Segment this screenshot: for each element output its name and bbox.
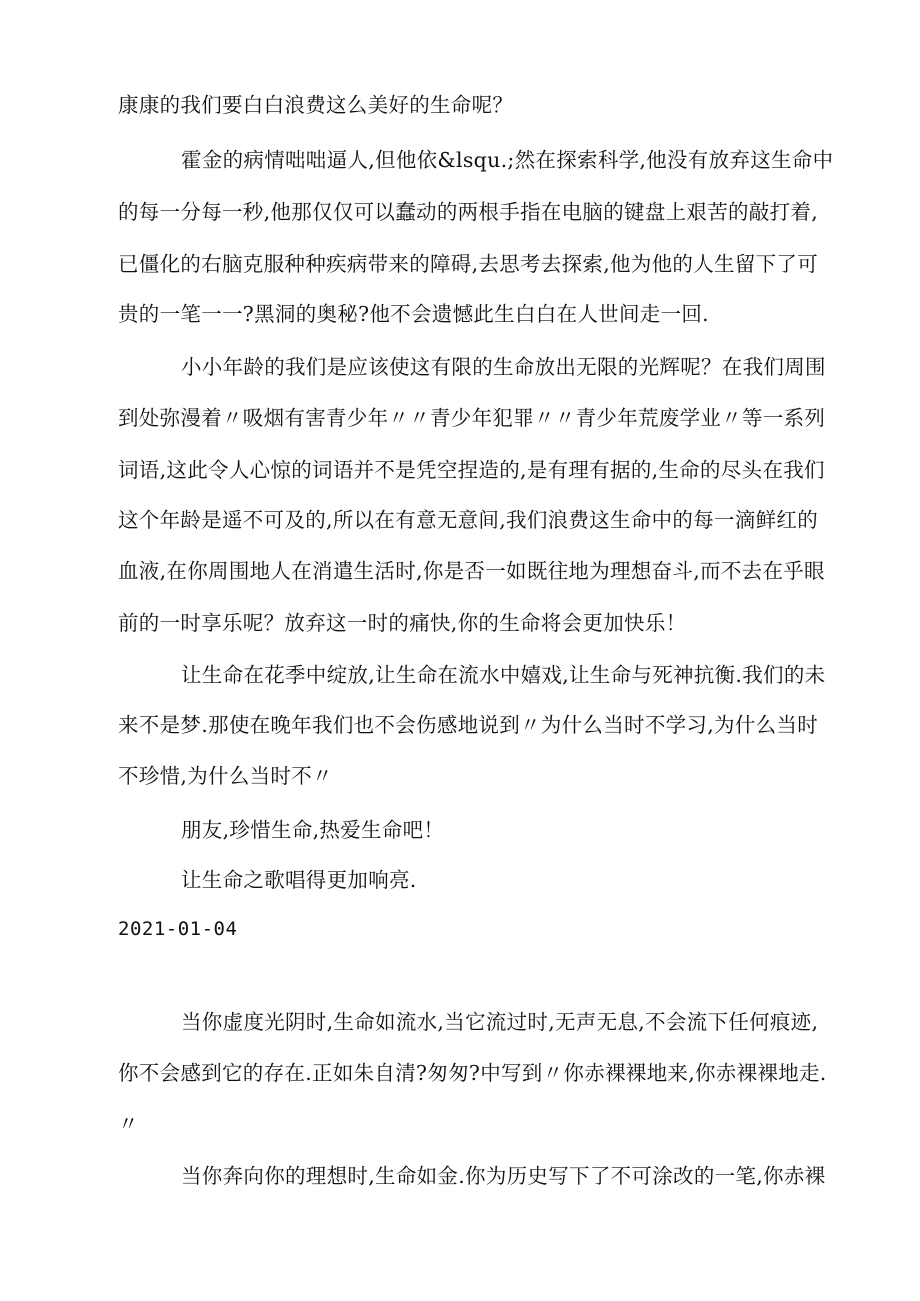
paragraph-start-line: 当你虚度光阴时,生命如流水,当它流过时,无声无息,不会流下任何痕迹, [181, 1010, 819, 1034]
paragraph-start-line: 朋友,珍惜生命,热爱生命吧！ [181, 818, 445, 842]
text-line: 这个年龄是遥不可及的,所以在有意无意间,我们浪费这生命中的每一滴鲜红的 [118, 508, 819, 532]
paragraph-start-line: 霍金的病情咄咄逼人,但他依&lsqu.;然在探索科学,他没有放弃这生命中 [181, 148, 834, 172]
text-line: 前的一时享乐呢？放弃这一时的痛快,你的生命将会更加快乐！ [118, 611, 687, 635]
text-line: 已僵化的右脑克服种种疾病带来的障碍,去思考去探索,他为他的人生留下了可 [118, 252, 819, 276]
text-line: 来不是梦.那使在晚年我们也不会伤感地说到〃为什么当时不学习,为什么当时 [118, 713, 819, 737]
text-line: 血液,在你周围地人在消遣生活时,你是否一如既往地为理想奋斗,而不去在乎眼 [118, 559, 825, 583]
text-line: 词语,这此令人心惊的词语并不是凭空捏造的,是有理有据的,生命的尽头在我们 [118, 458, 825, 482]
text-line: 的每一分每一秒,他那仅仅可以蠢动的两根手指在电脑的键盘上艰苦的敲打着, [118, 200, 819, 224]
paragraph-start-line: 让生命在花季中绽放,让生命在流水中嬉戏,让生命与死神抗衡.我们的未 [181, 663, 826, 687]
paragraph-start-line: 当你奔向你的理想时,生命如金.你为历史写下了不可涂改的一笔,你赤裸 [181, 1164, 826, 1188]
text-line: 不珍惜,为什么当时不〃 [118, 764, 333, 788]
text-line: 你不会感到它的存在.正如朱自清?匆匆?中写到〃你赤裸裸地来,你赤裸裸地走. [118, 1061, 827, 1085]
text-line: 〃 [118, 1112, 139, 1136]
paragraph-start-line: 让生命之歌唱得更加响亮. [181, 868, 417, 892]
text-line: 贵的一笔一一?黑洞的奥秘?他不会遗憾此生白白在人世间走一回. [118, 302, 709, 326]
text-line: 到处弥漫着〃吸烟有害青少年〃〃青少年犯罪〃〃青少年荒废学业〃等一系列 [118, 406, 826, 430]
text-line: 康康的我们要白白浪费这么美好的生命呢？ [118, 93, 514, 117]
paragraph-start-line: 小小年龄的我们是应该使这有限的生命放出无限的光辉呢？在我们周围 [181, 355, 826, 379]
date-line: 2021-01-04 [118, 918, 238, 940]
